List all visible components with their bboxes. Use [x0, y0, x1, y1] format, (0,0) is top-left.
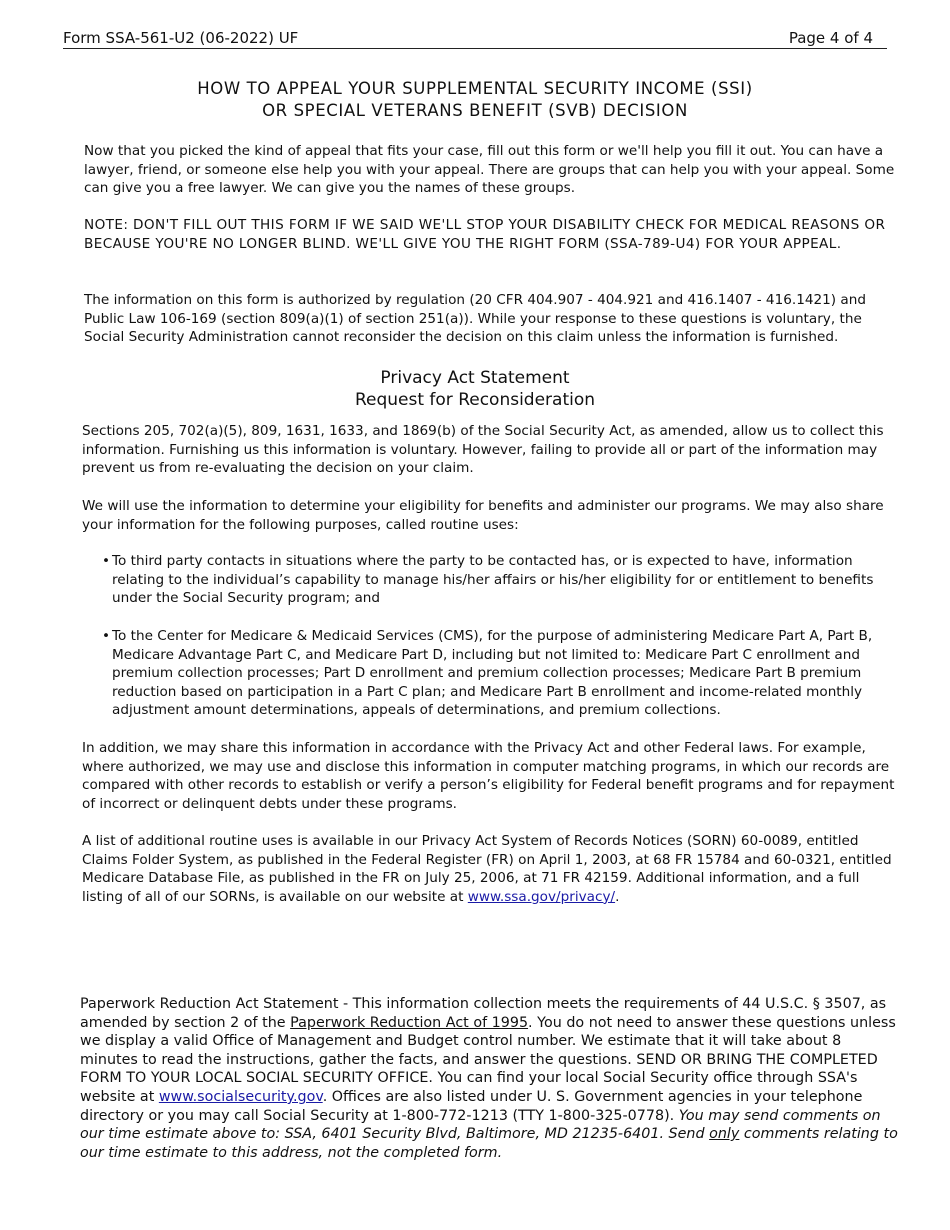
pra-comments-end: comments relating to our time estimate to this address, not the completed form. [80, 1126, 898, 1161]
privacy-paragraph-sorn [82, 832, 902, 906]
pra-text-3: . Offices are also listed under U. S. Government agencies in your telephone directory or you may call Social Security at 1-800-772-1213 (TTY 1-800-325-0778). [80, 1088, 863, 1124]
privacy-act-subtitle: Request for Reconsideration [354, 390, 596, 410]
main-title-line-1: HOW TO APPEAL YOUR SUPPLEMENTAL SECURITY INCOME (SSI) [197, 79, 753, 98]
routine-use-bullet-2 [102, 627, 882, 720]
sorn-text: A list of additional routine uses is available in our Privacy Act System of Records Notices (SORN) 60-0089, entitled Claims Folder System, as published in the Federal Register (FR) on April 1, 2003, at 68 FR 15784 and 60-0321, entitled Medicare Database File, as published in the FR on July 25, 2006, at 71 FR 42159. Additional information, and a full listing of all of our SORNs, is available on our website at [82, 833, 892, 905]
page-header [63, 28, 887, 49]
privacy-paragraph-authority: Sections 205, 702(a)(5), 809, 1631, 1633, and 1869(b) of the Social Security Act, as amended, allow us to collect this information. Furnishing us this information is voluntary. However, failing to provide all or part of the information may prevent us from re-evaluating the decision on your claim. [82, 423, 884, 477]
note-paragraph: NOTE: DON'T FILL OUT THIS FORM IF WE SAID WE'LL STOP YOUR DISABILITY CHECK FOR MEDICAL REASONS OR BECAUSE YOU'RE NO LONGER BLIND. WE'LL GIVE YOU THE RIGHT FORM (SSA-789-U4) FOR YOUR APPEAL. [84, 217, 886, 252]
pra-text-2: . You do not need to answer these questions unless we display a valid Office of Management and Budget control number. We estimate that it will take about 8 minutes to read the instructions, gather the facts, and answer the questions. SEND OR BRING THE COMPLETED FORM TO YOUR LOCAL SOCIAL SECURITY OFFICE. You can find your local Social Security office through SSA's website at [80, 1014, 896, 1105]
routine-use-bullet-1 [102, 552, 882, 608]
bullet-icon: • [102, 628, 111, 644]
socialsecurity-link[interactable]: www.socialsecurity.gov [158, 1088, 323, 1105]
paperwork-reduction-statement [80, 995, 900, 1162]
privacy-act-title: Privacy Act Statement [380, 368, 570, 388]
privacy-paragraph-uses: We will use the information to determine your eligibility for benefits and administer our programs. We may also share your information for the following purposes, called routine uses: [82, 498, 884, 533]
sorn-end: . [615, 888, 620, 905]
privacy-link[interactable]: www.ssa.gov/privacy/ [467, 888, 616, 905]
pra-text-1: Paperwork Reduction Act Statement - This information collection meets the requirements of 44 U.S.C. § 3507, as amended by section 2 of the [80, 996, 887, 1031]
intro-paragraph: Now that you picked the kind of appeal that fits your case, fill out this form or we'll help you fill it out. You can have a lawyer, friend, or someone else help you with your appeal. There are groups that can help you with your appeal. Some can give you a free lawyer. We can give you the names of these groups. [84, 143, 895, 197]
pra-act-name: Paperwork Reduction Act of 1995 [290, 1014, 529, 1031]
privacy-paragraph-sharing: In addition, we may share this information in accordance with the Privacy Act and other Federal laws. For example, where authorized, we may use and disclose this information in computer matching programs, in which our records are compared with other records to establish or verify a person’s eligibility for Federal benefit programs and for repayment of incorrect or delinquent debts under these programs. [82, 740, 895, 812]
bullet-text: To third party contacts in situations where the party to be contacted has, or is expected to have, information relating to the individual’s capability to manage his/her affairs or his/her eligibility for or entitlement to benefits under the Social Security program; and [112, 553, 874, 607]
pra-only-text: only [709, 1126, 740, 1143]
main-title-line-2: OR SPECIAL VETERANS BENEFIT (SVB) DECISION [262, 101, 688, 120]
pra-comments-text: You may send comments on our time estimate above to: SSA, 6401 Security Blvd, Baltimore, MD 21235-6401. Send [80, 1107, 881, 1143]
bullet-text: To the Center for Medicare & Medicaid Services (CMS), for the purpose of administering Medicare Part A, Part B, Medicare Advantage Part C, and Medicare Part D, including but not limited to: Medicare Part C enrollment and premium collection processes; Part D enrollment and premium collection processes; Medicare Part B premium reduction based on participation in a Part C plan; and Medicare Part B enrollment and income-related monthly adjustment amount determinations, appeals of determinations, and premium collections. [112, 628, 873, 719]
page-number: Page 4 of 4 [788, 29, 873, 47]
authority-paragraph: The information on this form is authorized by regulation (20 CFR 404.907 - 404.921 and 416.1407 - 416.1421) and Public Law 106-169 (section 809(a)(1) of section 251(a)). While your response to these questions is voluntary, the Social Security Administration cannot reconsider the decision on this claim unless the information is furnished. [84, 292, 866, 346]
form-id: Form SSA-561-U2 (06-2022) UF [63, 29, 299, 47]
bullet-icon: • [102, 553, 111, 569]
